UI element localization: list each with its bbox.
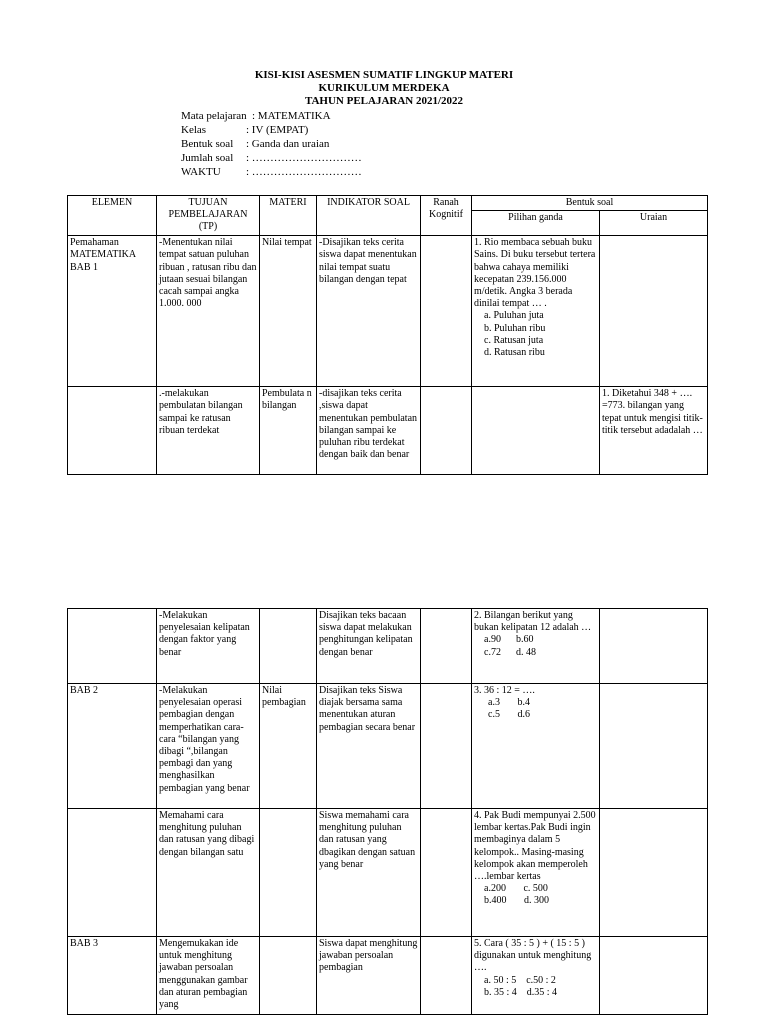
option: a.200 c. 500 xyxy=(484,883,548,895)
table-row xyxy=(68,236,708,387)
cell-elemen: BAB 3 xyxy=(68,937,157,1015)
option: c. Ratusan juta xyxy=(484,334,544,346)
header-uraian: Uraian xyxy=(600,211,708,236)
meta-label-count: Jumlah soal xyxy=(181,152,234,164)
cell-tujuan: Mengemukakan ide untuk menghitung jawaban persoalan menggunakan gambar dan aturan pembagian yang xyxy=(157,937,260,1015)
option: c.72 d. 48 xyxy=(484,646,536,658)
option: b. 35 : 4 d.35 : 4 xyxy=(484,986,558,998)
header-indikator: INDIKATOR SOAL xyxy=(317,196,421,236)
table-row xyxy=(68,809,708,937)
doc-title-2: KURIKULUM MERDEKA xyxy=(318,82,450,94)
cell-uraian xyxy=(600,609,708,684)
meta-label-time: WAKTU xyxy=(181,166,221,178)
cell-tujuan: -Melakukan penyelesaian kelipatan dengan faktor yang benar xyxy=(157,609,260,684)
header-materi: MATERI xyxy=(260,196,317,236)
cell-uraian xyxy=(600,809,708,937)
cell-pilihan-ganda xyxy=(472,684,600,809)
cell-elemen: BAB 2 xyxy=(68,684,157,809)
cell-ranah xyxy=(421,236,472,387)
doc-title-3: TAHUN PELAJARAN 2021/2022 xyxy=(304,95,464,107)
cell-indikator: -disajikan teks cerita ,siswa dapat menentukan pembulatan bilangan sampai ke puluhan ribu terdekat dengan baik dan benar xyxy=(317,387,421,475)
meta-value-class: : IV (EMPAT) xyxy=(246,124,309,136)
header-tujuan: TUJUAN PEMBELAJARAN (TP) xyxy=(157,196,260,236)
answer-options xyxy=(474,310,597,359)
cell-elemen xyxy=(68,809,157,937)
meta-value-type: : Ganda dan uraian xyxy=(246,138,330,150)
option: c.5 d.6 xyxy=(488,709,530,721)
cell-indikator: -Disajikan teks cerita siswa dapat menentukan nilai tempat suatu bilangan dengan tepat xyxy=(317,236,421,387)
option: a. 50 : 5 c.50 : 2 xyxy=(484,974,556,986)
table-row xyxy=(68,609,708,684)
cell-pilihan-ganda xyxy=(472,937,600,1015)
cell-indikator: Disajikan teks Siswa diajak bersama sama menentukan aturan pembagian secara benar xyxy=(317,684,421,809)
table-row xyxy=(68,387,708,475)
cell-materi: Nilai tempat xyxy=(260,236,317,387)
question-text: 5. Cara ( 35 : 5 ) + ( 15 : 5 ) digunakan untuk menghitung …. xyxy=(474,938,592,974)
cell-pilihan-ganda xyxy=(472,236,600,387)
header-pilihan-ganda: Pilihan ganda xyxy=(472,211,600,236)
option: a. Puluhan juta xyxy=(484,310,544,322)
option: b. Puluhan ribu xyxy=(484,322,546,334)
question-text: 1. Rio membaca sebuah buku Sains. Di buku tersebut tertera bahwa cahaya memiliki kecepatan 239.156.000 m/detik. Angka 3 berada dinilai tempat … . xyxy=(474,237,596,310)
meta-label-subject: Mata pelajaran xyxy=(181,110,247,122)
cell-materi xyxy=(260,609,317,684)
question-text: 4. Pak Budi mempunyai 2.500 lembar kertas.Pak Budi ingin membaginya dalam 5 kelompok.. Masing-masing kelompok akan memperoleh ….lembar kertas xyxy=(474,810,596,883)
cell-tujuan: -Melakukan penyelesaian operasi pembagian dengan memperhatikan cara-cara “bilangan yang dibagi “,bilangan pembagi dan yang menghasilkan pembagian yang benar xyxy=(157,684,260,809)
cell-uraian xyxy=(600,684,708,809)
grid-table-1 xyxy=(67,195,708,475)
cell-ranah xyxy=(421,809,472,937)
cell-uraian xyxy=(600,236,708,387)
header-elemen: ELEMEN xyxy=(68,196,157,236)
option: d. Ratusan ribu xyxy=(484,347,545,359)
cell-materi: Pembulata n bilangan xyxy=(260,387,317,475)
question-text: 2. Bilangan berikut yang bukan kelipatan 12 adalah … xyxy=(474,610,592,634)
cell-pilihan-ganda xyxy=(472,809,600,937)
answer-options xyxy=(474,634,597,658)
option: b.400 d. 300 xyxy=(484,895,549,907)
grid-table-2 xyxy=(67,608,708,1015)
cell-tujuan: Memahami cara menghitung puluhan dan ratusan yang dibagi dengan bilangan satu xyxy=(157,809,260,937)
option: a.90 b.60 xyxy=(484,634,534,646)
cell-uraian: 1. Diketahui 348 + …. =773. bilangan yang tepat untuk mengisi titik-titik tersebut adadalah … xyxy=(600,387,708,475)
cell-indikator: Siswa dapat menghitung jawaban persoalan pembagian xyxy=(317,937,421,1015)
meta-label-type: Bentuk soal xyxy=(181,138,234,150)
cell-ranah xyxy=(421,937,472,1015)
table-row xyxy=(68,684,708,809)
question-text: 3. 36 : 12 = …. xyxy=(474,685,535,696)
table-row xyxy=(68,937,708,1015)
option: a.3 b.4 xyxy=(488,697,530,709)
cell-elemen xyxy=(68,609,157,684)
cell-materi xyxy=(260,809,317,937)
cell-ranah xyxy=(421,387,472,475)
cell-materi xyxy=(260,937,317,1015)
meta-value-time: : ………………………… xyxy=(246,166,362,178)
cell-ranah xyxy=(421,684,472,809)
cell-elemen xyxy=(68,387,157,475)
header-ranah: Ranah Kognitif xyxy=(421,196,472,236)
cell-tujuan: -Menentukan nilai tempat satuan puluhan ribuan , ratusan ribu dan jutaan sesuai bilangan cacah sampai angka 1.000. 000 xyxy=(157,236,260,387)
cell-materi: Nilai pembagian xyxy=(260,684,317,809)
cell-pilihan-ganda xyxy=(472,609,600,684)
cell-indikator: Disajikan teks bacaan siswa dapat melakukan penghitungan kelipatan dengan benar xyxy=(317,609,421,684)
header-bentuk-soal: Bentuk soal xyxy=(472,196,708,211)
cell-pilihan-ganda xyxy=(472,387,600,475)
cell-tujuan: .-melakukan pembulatan bilangan sampai ke ratusan ribuan terdekat xyxy=(157,387,260,475)
meta-value-subject: : MATEMATIKA xyxy=(252,110,331,122)
cell-ranah xyxy=(421,609,472,684)
meta-label-class: Kelas xyxy=(181,124,207,136)
cell-uraian xyxy=(600,937,708,1015)
doc-title-1: KISI-KISI ASESMEN SUMATIF LINGKUP MATERI xyxy=(254,69,514,81)
answer-options xyxy=(474,975,597,999)
cell-elemen: Pemahaman MATEMATIKA BAB 1 xyxy=(68,236,157,387)
meta-value-count: : ………………………… xyxy=(246,152,362,164)
answer-options xyxy=(474,697,597,721)
cell-indikator: Siswa memahami cara menghitung puluhan dan ratusan yang dbagikan dengan satuan yang benar xyxy=(317,809,421,937)
answer-options xyxy=(474,883,597,907)
